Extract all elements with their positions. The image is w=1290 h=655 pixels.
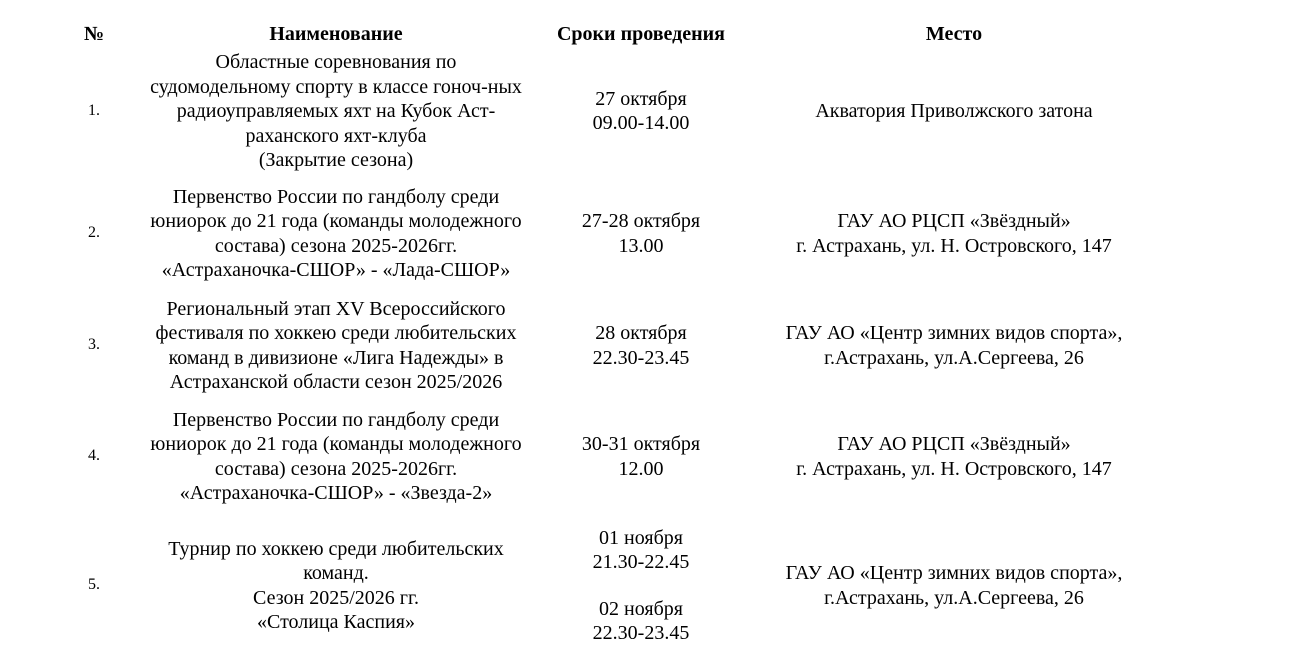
event-name-line: «Столица Каспия» xyxy=(257,611,415,633)
dates-spacer xyxy=(556,575,726,597)
event-place-line: Акватория Приволжского затона xyxy=(815,100,1093,122)
event-date-line: 02 ноября xyxy=(599,597,683,620)
event-date-line: 01 ноября xyxy=(599,526,683,549)
row-number: 1. xyxy=(88,102,100,119)
event-dates xyxy=(556,397,726,517)
event-place xyxy=(726,173,1182,295)
event-name-line: Первенство России по гандболу среди xyxy=(172,408,500,431)
event-date-line: 27 октября xyxy=(595,87,687,110)
event-name-line: Первенство России по гандболу среди xyxy=(172,185,500,208)
table-row xyxy=(72,173,1182,295)
event-name-line: «Астраханочка-СШОР» - «Лада-СШОР» xyxy=(161,259,511,281)
event-name-line: фестиваля по хоккею среди любительских xyxy=(155,322,517,344)
event-name-line: состава) сезона 2025-2026гг. xyxy=(214,234,458,257)
event-name-line: юниорок до 21 года (команды молодежного xyxy=(150,433,522,455)
event-name-line: Астраханской области сезон 2025/2026 xyxy=(169,371,503,393)
event-date-line: 27-28 октября xyxy=(581,210,701,232)
table-row xyxy=(72,517,1182,655)
event-place-line: г. Астрахань, ул. Н. Островского, 147 xyxy=(796,457,1112,480)
event-dates xyxy=(556,50,726,173)
table-row xyxy=(72,50,1182,173)
event-name-line: команд в дивизионе «Лига Надежды» в xyxy=(168,346,504,369)
event-place xyxy=(726,295,1182,397)
row-number: 3. xyxy=(88,336,100,354)
event-place xyxy=(726,517,1182,655)
event-name xyxy=(116,517,556,655)
header-row xyxy=(72,18,1182,50)
event-name-line: Областные соревнования по xyxy=(215,51,457,73)
event-place xyxy=(726,50,1182,173)
events-table xyxy=(72,18,1182,655)
event-dates xyxy=(556,517,726,655)
event-name xyxy=(116,295,556,397)
event-name xyxy=(116,173,556,295)
event-time-line: 22.30-23.45 xyxy=(592,346,690,369)
header-name: Наименование xyxy=(269,22,403,45)
event-time-line: 21.30-22.45 xyxy=(592,551,690,573)
table-row xyxy=(72,397,1182,517)
event-name-line: «Астраханочка-СШОР» - «Звезда-2» xyxy=(179,482,493,504)
event-place-line: ГАУ АО «Центр зимних видов спорта», xyxy=(785,562,1123,584)
event-dates xyxy=(556,295,726,397)
event-name-line: Турнир по хоккею среди любительских xyxy=(168,537,504,560)
table-row xyxy=(72,295,1182,397)
event-date-line: 30-31 октября xyxy=(581,433,701,455)
event-name-line: радиоуправляемых яхт на Кубок Аст- xyxy=(176,100,496,122)
event-place-line: ГАУ АО «Центр зимних видов спорта», xyxy=(785,322,1123,344)
event-place-line: ГАУ АО РЦСП «Звёздный» xyxy=(837,210,1071,232)
row-number: 2. xyxy=(88,224,100,242)
header-dates: Сроки проведения xyxy=(556,22,726,45)
event-date-line: 28 октября xyxy=(595,322,687,344)
event-name-line: раханского яхт-клуба xyxy=(245,124,427,147)
header-num: № xyxy=(83,22,105,45)
event-name-line: судомодельному спорту в классе гоноч-ных xyxy=(150,75,522,98)
event-time-line: 12.00 xyxy=(618,457,664,480)
event-time-line: 22.30-23.45 xyxy=(592,622,690,644)
header-place: Место xyxy=(925,22,983,45)
table-header xyxy=(72,18,1182,50)
event-place xyxy=(726,397,1182,517)
event-name-line: (Закрытие сезона) xyxy=(258,149,414,171)
event-name-line: состава) сезона 2025-2026гг. xyxy=(214,457,458,480)
event-name-line: команд. xyxy=(303,562,369,584)
event-place-line: г.Астрахань, ул.А.Сергеева, 26 xyxy=(824,346,1084,369)
row-number: 5. xyxy=(88,576,100,594)
event-name-line: Сезон 2025/2026 гг. xyxy=(253,586,419,609)
event-dates xyxy=(556,173,726,295)
event-name-line: юниорок до 21 года (команды молодежного xyxy=(150,210,522,232)
event-name xyxy=(116,397,556,517)
event-place-line: г. Астрахань, ул. Н. Островского, 147 xyxy=(796,234,1112,257)
event-time-line: 09.00-14.00 xyxy=(592,112,690,135)
event-time-line: 13.00 xyxy=(618,234,664,257)
event-place-line: г.Астрахань, ул.А.Сергеева, 26 xyxy=(824,586,1084,609)
event-name xyxy=(116,50,556,173)
event-name-line: Региональный этап XV Всероссийского xyxy=(166,297,506,320)
row-number: 4. xyxy=(88,447,100,465)
event-place-line: ГАУ АО РЦСП «Звёздный» xyxy=(837,433,1071,455)
